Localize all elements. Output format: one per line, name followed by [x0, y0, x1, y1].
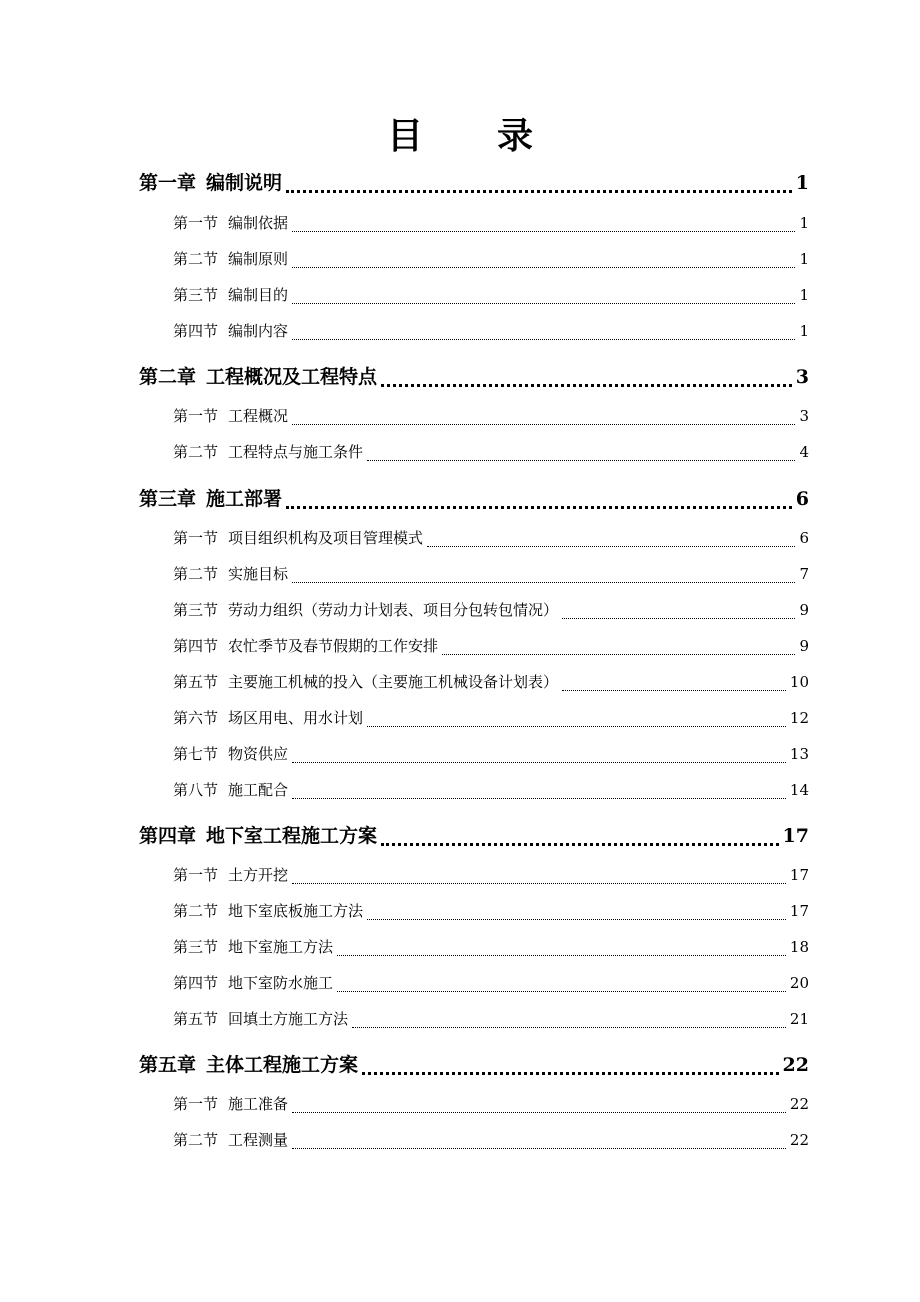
chapter-number: 第一章 — [139, 172, 197, 194]
toc-section-entry[interactable] — [173, 779, 809, 805]
dot-leader — [367, 900, 786, 926]
dot-leader — [367, 441, 795, 467]
toc-entry-label — [173, 972, 333, 993]
dot-leader — [286, 168, 792, 200]
section-number: 第三节 — [173, 286, 219, 304]
section-number: 第三节 — [173, 601, 219, 619]
chapter-title: 编制说明 — [206, 172, 283, 194]
page-number: 4 — [799, 443, 809, 461]
section-number: 第三节 — [173, 938, 219, 956]
page-number: 1 — [799, 214, 809, 232]
section-number: 第四节 — [173, 974, 219, 992]
toc-section-entry[interactable] — [173, 671, 809, 697]
section-title: 实施目标 — [228, 565, 289, 583]
dot-leader — [367, 707, 786, 733]
page-number: 22 — [789, 1131, 809, 1149]
chapter-title: 地下室工程施工方案 — [206, 825, 378, 847]
page-number: 12 — [789, 709, 809, 727]
dot-leader — [337, 972, 786, 998]
dot-leader — [292, 320, 795, 346]
toc-entry-label — [173, 671, 558, 692]
section-title: 项目组织机构及项目管理模式 — [228, 529, 424, 547]
section-title: 工程概况 — [228, 407, 289, 425]
toc-entry-label — [173, 1093, 288, 1114]
toc-entry-label — [173, 284, 288, 305]
dot-leader — [337, 936, 786, 962]
page-number: 7 — [799, 565, 809, 583]
page-number: 14 — [789, 781, 809, 799]
dot-leader — [292, 864, 786, 890]
toc-section-entry[interactable] — [173, 320, 809, 346]
toc-entry-label — [173, 248, 288, 269]
section-number: 第一节 — [173, 1095, 219, 1113]
toc-section-entry[interactable] — [173, 743, 809, 769]
toc-section-entry[interactable] — [173, 707, 809, 733]
section-title: 编制内容 — [228, 322, 289, 340]
section-number: 第四节 — [173, 637, 219, 655]
section-number: 第一节 — [173, 866, 219, 884]
page-number: 6 — [795, 488, 809, 510]
section-number: 第六节 — [173, 709, 219, 727]
section-title: 编制依据 — [228, 214, 289, 232]
toc-entry-label — [173, 900, 363, 921]
page-number: 18 — [789, 938, 809, 956]
dot-leader — [381, 821, 779, 853]
toc-entry-label — [139, 1050, 358, 1077]
dot-leader — [292, 212, 795, 238]
section-number: 第二节 — [173, 1131, 219, 1149]
page-number: 17 — [789, 902, 809, 920]
chapter-number: 第二章 — [139, 366, 197, 388]
page-number: 21 — [789, 1010, 809, 1028]
toc-entry-label — [173, 936, 333, 957]
page-number: 13 — [789, 745, 809, 763]
section-number: 第一节 — [173, 214, 219, 232]
page-number: 22 — [782, 1054, 809, 1076]
toc-entry-label — [139, 821, 377, 848]
toc-entry-label — [173, 212, 288, 233]
page-number: 3 — [795, 366, 809, 388]
section-number: 第一节 — [173, 407, 219, 425]
section-number: 第八节 — [173, 781, 219, 799]
dot-leader — [442, 635, 795, 661]
toc-entry-label — [173, 779, 288, 800]
section-number: 第一节 — [173, 529, 219, 547]
toc-entry-label — [139, 484, 282, 511]
dot-leader — [292, 405, 795, 431]
toc-entry-label — [173, 405, 288, 426]
section-title: 编制目的 — [228, 286, 289, 304]
section-title: 工程测量 — [228, 1131, 289, 1149]
dot-leader — [292, 1129, 786, 1155]
dot-leader — [352, 1008, 786, 1034]
dot-leader — [286, 484, 792, 516]
toc-entry-label — [139, 168, 282, 195]
section-title: 编制原则 — [228, 250, 289, 268]
section-number: 第五节 — [173, 673, 219, 691]
toc-entry-label — [173, 1008, 348, 1029]
toc-section-entry[interactable] — [173, 635, 809, 661]
page-number: 1 — [799, 250, 809, 268]
toc-section-entry[interactable] — [173, 563, 809, 589]
toc-chapter-entry[interactable] — [139, 821, 809, 853]
page-number: 3 — [799, 407, 809, 425]
toc-title-right: 录 — [497, 116, 534, 157]
page-number: 6 — [799, 529, 809, 547]
section-number: 第二节 — [173, 443, 219, 461]
toc-entry-label — [173, 635, 438, 656]
toc-section-entry[interactable] — [173, 284, 809, 310]
toc-section-entry[interactable] — [173, 900, 809, 926]
toc-entry-label — [173, 743, 288, 764]
dot-leader — [292, 779, 786, 805]
dot-leader — [427, 527, 795, 553]
toc-chapter-entry[interactable] — [139, 362, 809, 394]
chapter-title: 主体工程施工方案 — [206, 1054, 359, 1076]
toc-section-entry[interactable] — [173, 1093, 809, 1119]
page-number: 9 — [799, 637, 809, 655]
section-title: 回填土方施工方法 — [228, 1010, 349, 1028]
toc-entry-label — [173, 527, 423, 548]
toc-entry-label — [173, 563, 288, 584]
section-title: 地下室底板施工方法 — [228, 902, 364, 920]
section-number: 第二节 — [173, 902, 219, 920]
toc-title — [0, 112, 920, 162]
section-title: 物资供应 — [228, 745, 289, 763]
toc-entry-label — [173, 599, 558, 620]
chapter-number: 第四章 — [139, 825, 197, 847]
page-number: 17 — [782, 825, 809, 847]
toc-entry-label — [139, 362, 377, 389]
page-number: 22 — [789, 1095, 809, 1113]
section-title: 农忙季节及春节假期的工作安排 — [228, 637, 439, 655]
section-number: 第四节 — [173, 322, 219, 340]
toc-section-entry[interactable] — [173, 599, 809, 625]
section-title: 地下室施工方法 — [228, 938, 334, 956]
page-number: 1 — [795, 172, 809, 194]
toc-section-entry[interactable] — [173, 1008, 809, 1034]
toc-section-entry[interactable] — [173, 441, 809, 467]
page-number: 20 — [789, 974, 809, 992]
page-number: 9 — [799, 601, 809, 619]
section-number: 第七节 — [173, 745, 219, 763]
chapter-number: 第五章 — [139, 1054, 197, 1076]
dot-leader — [562, 671, 786, 697]
toc-chapter-entry[interactable] — [139, 1050, 809, 1082]
page-number: 17 — [789, 866, 809, 884]
toc-section-entry[interactable] — [173, 405, 809, 431]
section-title: 场区用电、用水计划 — [228, 709, 364, 727]
section-number: 第二节 — [173, 250, 219, 268]
toc-entry-label — [173, 1129, 288, 1150]
section-title: 劳动力组织（劳动力计划表、项目分包转包情况） — [228, 601, 559, 619]
page-number: 10 — [789, 673, 809, 691]
chapter-title: 施工部署 — [206, 488, 283, 510]
section-title: 主要施工机械的投入（主要施工机械设备计划表） — [228, 673, 559, 691]
section-title: 施工准备 — [228, 1095, 289, 1113]
section-title: 地下室防水施工 — [228, 974, 334, 992]
dot-leader — [562, 599, 795, 625]
toc-chapter-entry[interactable] — [139, 168, 809, 200]
chapter-number: 第三章 — [139, 488, 197, 510]
dot-leader — [362, 1050, 779, 1082]
dot-leader — [292, 563, 795, 589]
dot-leader — [292, 284, 795, 310]
section-number: 第二节 — [173, 565, 219, 583]
section-title: 土方开挖 — [228, 866, 289, 884]
page-number: 1 — [799, 322, 809, 340]
toc-section-entry[interactable] — [173, 527, 809, 553]
section-title: 工程特点与施工条件 — [228, 443, 364, 461]
toc-title-left: 目 — [386, 116, 423, 157]
chapter-title: 工程概况及工程特点 — [206, 366, 378, 388]
page-number: 1 — [799, 286, 809, 304]
toc-section-entry[interactable] — [173, 936, 809, 962]
toc-section-entry[interactable] — [173, 212, 809, 238]
dot-leader — [292, 1093, 786, 1119]
toc-entry-label — [173, 320, 288, 341]
section-title: 施工配合 — [228, 781, 289, 799]
toc-entry-label — [173, 441, 363, 462]
toc-entry-label — [173, 864, 288, 885]
dot-leader — [381, 362, 792, 394]
dot-leader — [292, 248, 795, 274]
toc-chapter-entry[interactable] — [139, 484, 809, 516]
toc-section-entry[interactable] — [173, 864, 809, 890]
section-number: 第五节 — [173, 1010, 219, 1028]
toc-entry-label — [173, 707, 363, 728]
toc-section-entry[interactable] — [173, 1129, 809, 1155]
toc-section-entry[interactable] — [173, 972, 809, 998]
toc-section-entry[interactable] — [173, 248, 809, 274]
dot-leader — [292, 743, 786, 769]
